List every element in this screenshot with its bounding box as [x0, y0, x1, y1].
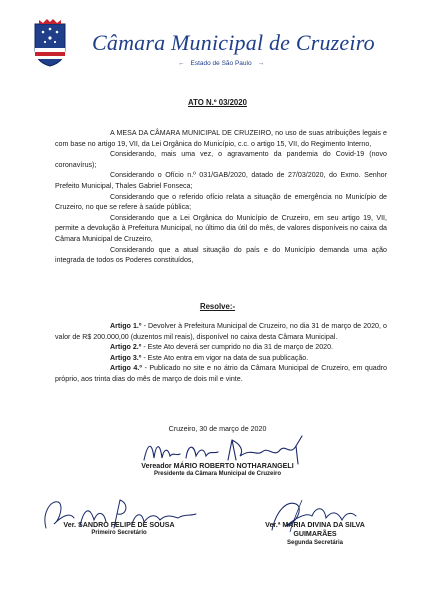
articles — [55, 321, 387, 385]
article-text: - Este Ato entra em vigor na data de sua publicação. — [141, 353, 309, 362]
president-name: Vereador MÁRIO ROBERTO NOTHARANGELI — [141, 462, 294, 470]
second-secretary-name — [245, 521, 385, 539]
org-subtitle — [172, 60, 270, 67]
article-label: Artigo 4.º — [110, 364, 142, 373]
resolve-heading: Resolve:- — [199, 302, 236, 311]
preamble-paragraph: Considerando que a atual situação do país e do Município demanda uma ação integrada de todos os Poderes constituídos, — [55, 245, 387, 265]
second-secretary-name-line1: Ver.ª MARIA DIVINA DA SILVA — [265, 521, 365, 529]
first-secretary-name: Ver. SANDRO FELIPE DE SOUSA — [63, 521, 175, 529]
act-title: ATO N.º 03/2020 — [188, 98, 247, 107]
president-signature-block — [0, 462, 435, 477]
article-item — [55, 353, 387, 364]
preamble-paragraph: A MESA DA CÂMARA MUNICIPAL DE CRUZEIRO, no uso de suas atribuições legais e com base no artigo 19, VII, da Lei Orgânica do Município, c.c. o artigo 15, VII, do Regimento Interno, — [55, 129, 387, 148]
preamble-paragraph: Considerando que a Lei Orgânica do Município de Cruzeiro, em seu artigo 19, VII, permite a devolução à Prefeitura Municipal, no último dia útil do mês, de valores disponíveis no caixa da Câmara Municipal de Cruzeiro, — [55, 213, 387, 243]
article-text: - Devolver à Prefeitura Municipal de Cruzeiro, no dia 31 de março de 2020, o valor de R$ 200.000,00 (duzentos mil reais), disponível no caixa desta Câmara Municipal. — [55, 322, 387, 341]
second-secretary-name-line2: GUIMARÃES — [293, 530, 337, 538]
first-secretary-signature-block — [54, 521, 184, 536]
preamble-paragraph: Considerando o Ofício n.º 031/GAB/2020, datado de 27/03/2020, do Exmo. Senhor Prefeito Municipal, Thales Gabriel Fonseca; — [55, 171, 387, 190]
president-role: Presidente da Câmara Municipal de Cruzeiro — [153, 471, 282, 477]
second-secretary-signature-block — [245, 521, 385, 546]
article-text: - Este Ato deverá ser cumprido no dia 31 de março de 2020. — [141, 343, 334, 352]
preamble-paragraph: Considerando, mais uma vez, o agravamento da pandemia do Covid-19 (novo coronavírus); — [55, 150, 387, 169]
article-label: Artigo 2.º — [110, 343, 142, 352]
article-item — [55, 363, 387, 384]
org-name: Câmara Municipal de Cruzeiro — [92, 30, 375, 55]
first-secretary-role: Primeiro Secretário — [91, 530, 147, 536]
article-item — [55, 342, 387, 353]
article-item — [55, 321, 387, 342]
article-label: Artigo 1.º — [110, 322, 142, 330]
municipal-crest-icon — [33, 18, 67, 68]
second-secretary-role: Segunda Secretária — [286, 540, 344, 546]
state-name: Estado de São Paulo — [190, 60, 252, 67]
article-text: - Publicado no site e no átrio da Câmara Municipal de Cruzeiro, em quadro próprio, aos trinta dias do mês de março de dois mil e vinte. — [55, 364, 387, 383]
preamble-paragraph: Considerando que o referido ofício relata a situação de emergência no Município de Cruzeiro, no que se refere à saúde pública; — [55, 192, 387, 212]
place-date: Cruzeiro, 30 de março de 2020 — [168, 425, 267, 433]
preamble — [55, 128, 387, 266]
arrow-right-icon: → — [257, 60, 265, 67]
arrow-left-icon: ← — [178, 60, 185, 67]
article-label: Artigo 3.º — [110, 353, 142, 362]
